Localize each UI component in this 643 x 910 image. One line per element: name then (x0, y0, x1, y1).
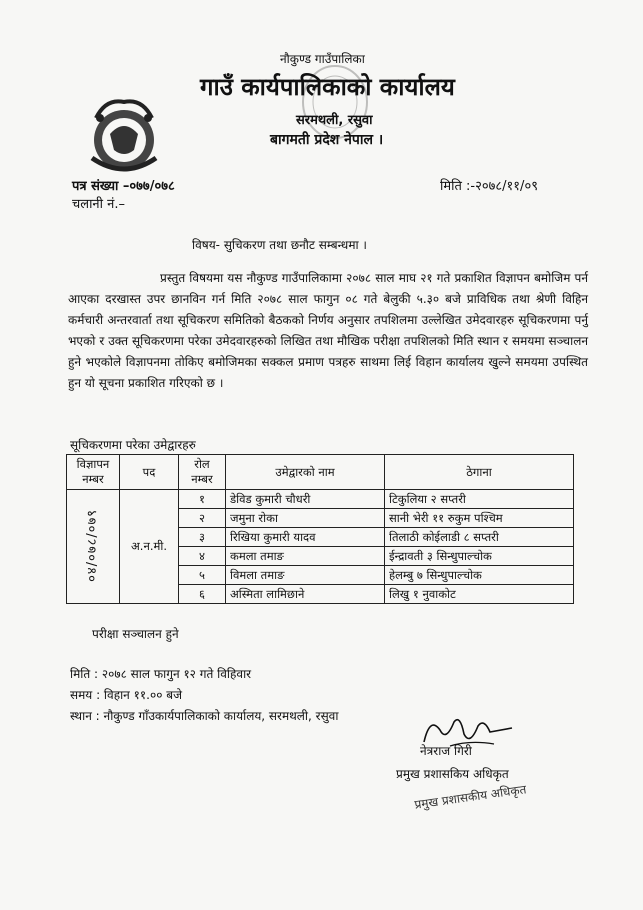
notice-body-text: प्रस्तुत विषयमा यस नौकुण्ड गाउँपालिकामा २०७८ साल माघ २१ गते प्रकाशित विज्ञापन बमोजिम पर्न आएका दरखास्त उपर छानविन गर्न मिति २०७८ साल फागुन ०८ गते बेलुकी ५.३० बजे प्राविधिक तथा श्रेणी विहिन कर्मचारी अन्तरवार्ता तथा सूचिकरण समितिको बैठकको निर्णय अनुसार तपशिलमा उल्लेखित उमेदवारहरु सूचिकरणमा पर्नु भएको र उक्त सूचिकरणमा परेका उमेदवारहरुको लिखित तथा मौखिक परीक्षा तपशिलको मिति स्थान र समयमा सञ्चालन हुने भएकोले विज्ञापनमा तोकिए बमोजिमका सक्कल प्रमाण पत्रहरु साथमा लिई विहान कार्यालय खुल्ने समयमा उपस्थित हुन यो सूचना प्रकाशित गरिएको छ । (68, 271, 588, 390)
table-row (67, 490, 574, 509)
header-address: ठेगाना (385, 455, 574, 490)
candidate-name: अस्मिता लामिछाने (226, 585, 385, 604)
subject-line: विषय- सुचिकरण तथा छनौट सम्बन्धमा । (192, 238, 367, 252)
exam-date: मिति : २०७८ साल फागुन १२ गते विहिवार (70, 667, 252, 681)
candidate-address: सानी भेरी ११ रुकुम पश्चिम (385, 509, 574, 528)
letter-number: पत्र संख्या –०७७/०७८ (72, 179, 175, 194)
candidate-address: हेलम्बु ७ सिन्धुपाल्चोक (385, 566, 574, 585)
roll-number: ४ (179, 547, 226, 566)
candidate-address: ईन्द्रावती ३ सिन्धुपाल्चोक (385, 547, 574, 566)
roll-number: ५ (179, 566, 226, 585)
exam-time: समय : विहान ११.०० बजे (70, 688, 182, 702)
nepal-emblem-icon (76, 88, 172, 184)
exam-heading: परीक्षा सञ्चालन हुने (92, 627, 179, 641)
candidate-name: विमला तमाङ (226, 566, 385, 585)
header-post: पद (120, 455, 179, 490)
table-header-row (67, 455, 574, 490)
candidate-name: रिखिया कुमारी यादव (226, 528, 385, 547)
candidate-name: डेविड कुमारी चौधरी (226, 490, 385, 509)
office-title: गाउँ कार्यपालिकाको कार्यालय (200, 73, 455, 101)
header-ad-number: विज्ञापन नम्बर (67, 455, 120, 490)
office-province: बागमती प्रदेश नेपाल । (270, 132, 384, 148)
candidate-name: कमला तमाङ (226, 547, 385, 566)
candidate-address: टिकुलिया २ सप्तरी (385, 490, 574, 509)
ad-number-cell (67, 490, 120, 604)
signatory-title: प्रमुख प्रशासकिय अधिकृत (396, 767, 509, 781)
candidate-table (66, 454, 574, 604)
post-cell: अ.न.मी. (120, 490, 179, 604)
header-name: उमेद्वारको नाम (226, 455, 385, 490)
municipality-name: नौकुण्ड गाउँपालिका (280, 52, 365, 66)
signatory-name: नेत्रराज गिरी (420, 744, 472, 758)
roll-number: २ (179, 509, 226, 528)
designation-stamp: प्रमुख प्रशासकीय अधिकृत (413, 782, 528, 812)
table-title: सूचिकरणमा परेका उमेद्वारहरु (70, 438, 196, 452)
notice-body (68, 268, 588, 394)
ad-number: ०४/०७८/०७९ (85, 508, 100, 582)
header-roll: रोल नम्बर (179, 455, 226, 490)
roll-number: ६ (179, 585, 226, 604)
candidate-address: लिखु १ नुवाकोट (385, 585, 574, 604)
roll-number: ३ (179, 528, 226, 547)
candidate-address: तिलाठी कोईलाडी ८ सप्तरी (385, 528, 574, 547)
roll-number: १ (179, 490, 226, 509)
letter-date: मिति :-२०७८/११/०९ (440, 179, 538, 194)
candidate-name: जमुना रोका (226, 509, 385, 528)
office-address: सरमथली, रसुवा (296, 113, 373, 128)
exam-place: स्थान : नौकुण्ड गाँउकार्यपालिकाको कार्यालय, सरमथली, रसुवा (70, 709, 339, 723)
dispatch-number: चलानी नं.– (72, 197, 125, 212)
